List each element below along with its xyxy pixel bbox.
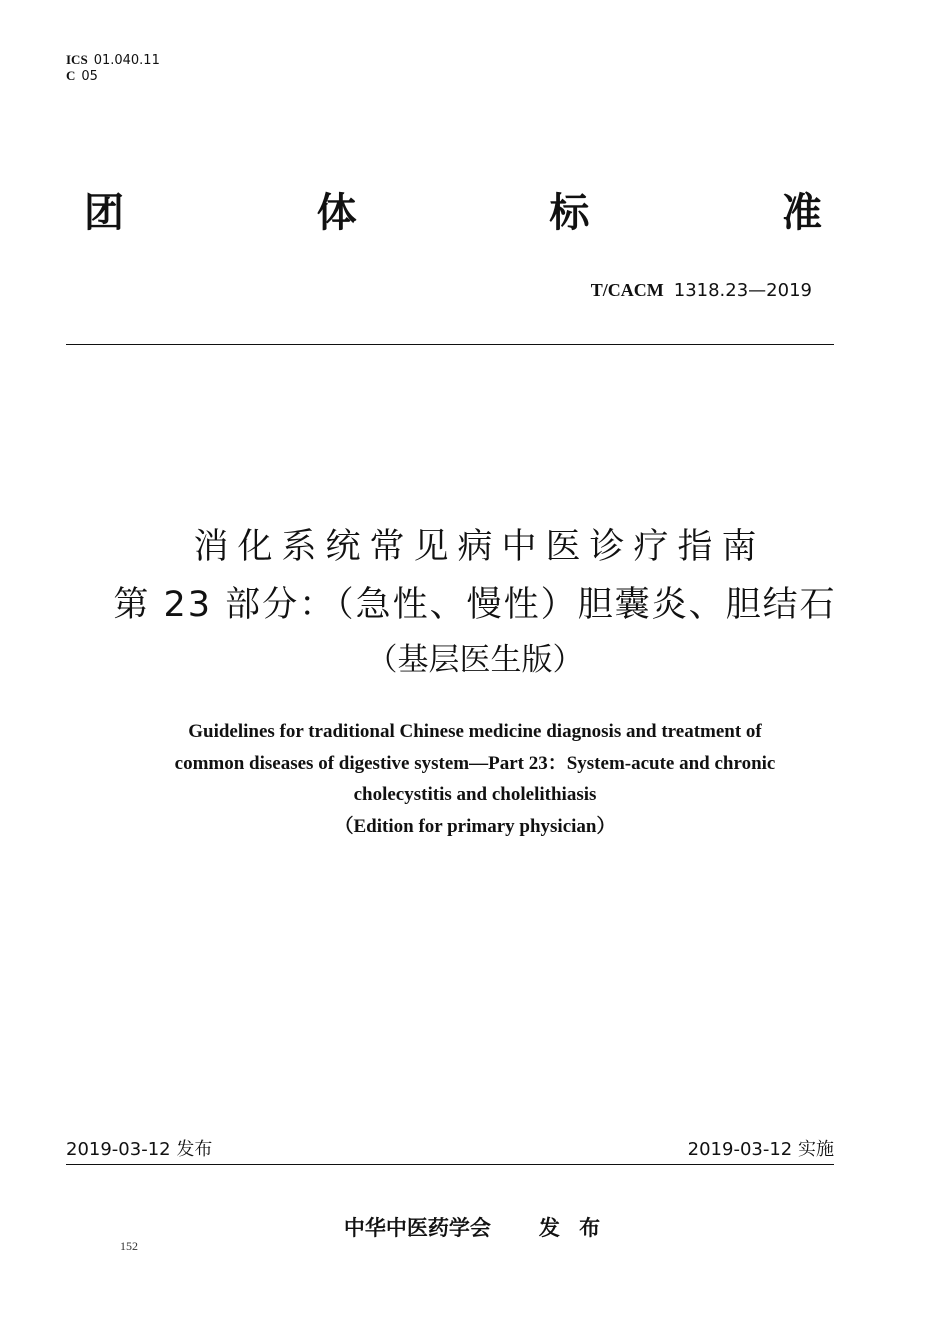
standard-type-char: 准 <box>781 190 822 236</box>
english-title-line: cholecystitis and cholelithiasis <box>353 784 597 805</box>
publish-date: 2019-03-12 发布 <box>66 1139 213 1160</box>
publisher-name: 中华中医药学会 <box>343 1216 491 1240</box>
ccs-code: 05 <box>81 69 98 84</box>
chinese-title-line: 消化系统常见病中医诊疗指南 <box>193 527 766 567</box>
standard-type-heading <box>84 188 822 238</box>
standard-number-value: 1318.23—2019 <box>673 280 812 301</box>
implement-date: 2019-03-12 实施 <box>687 1139 834 1160</box>
chinese-title-line: 第 23 部分：（急性、慢性）胆囊炎、胆结石 <box>113 585 837 625</box>
english-title-edition: （Edition for primary physician） <box>334 815 616 837</box>
english-title-line: common diseases of digestive system—Part 23：System-acute and chronic <box>174 752 776 774</box>
ccs-classification <box>66 68 98 85</box>
standard-type-char: 标 <box>549 190 590 236</box>
english-title-line: Guidelines for traditional Chinese medicine diagnosis and treatment of <box>188 721 762 742</box>
english-title <box>0 716 950 842</box>
top-divider <box>66 344 834 345</box>
ccs-label: C <box>66 68 76 83</box>
standard-number-prefix: T/CACM <box>590 280 664 300</box>
standard-type-char: 团 <box>84 190 124 236</box>
publisher-action: 发 布 <box>538 1216 607 1240</box>
bottom-divider <box>66 1164 834 1165</box>
publisher <box>0 1214 950 1242</box>
ics-classification <box>66 52 160 69</box>
page-number: 152 <box>120 1239 138 1253</box>
standard-number <box>591 279 812 302</box>
ics-code: 01.040.11 <box>93 53 160 68</box>
chinese-title-edition: （基层医生版） <box>366 642 584 678</box>
ics-label: ICS <box>66 52 88 67</box>
standard-type-char: 体 <box>316 190 357 236</box>
